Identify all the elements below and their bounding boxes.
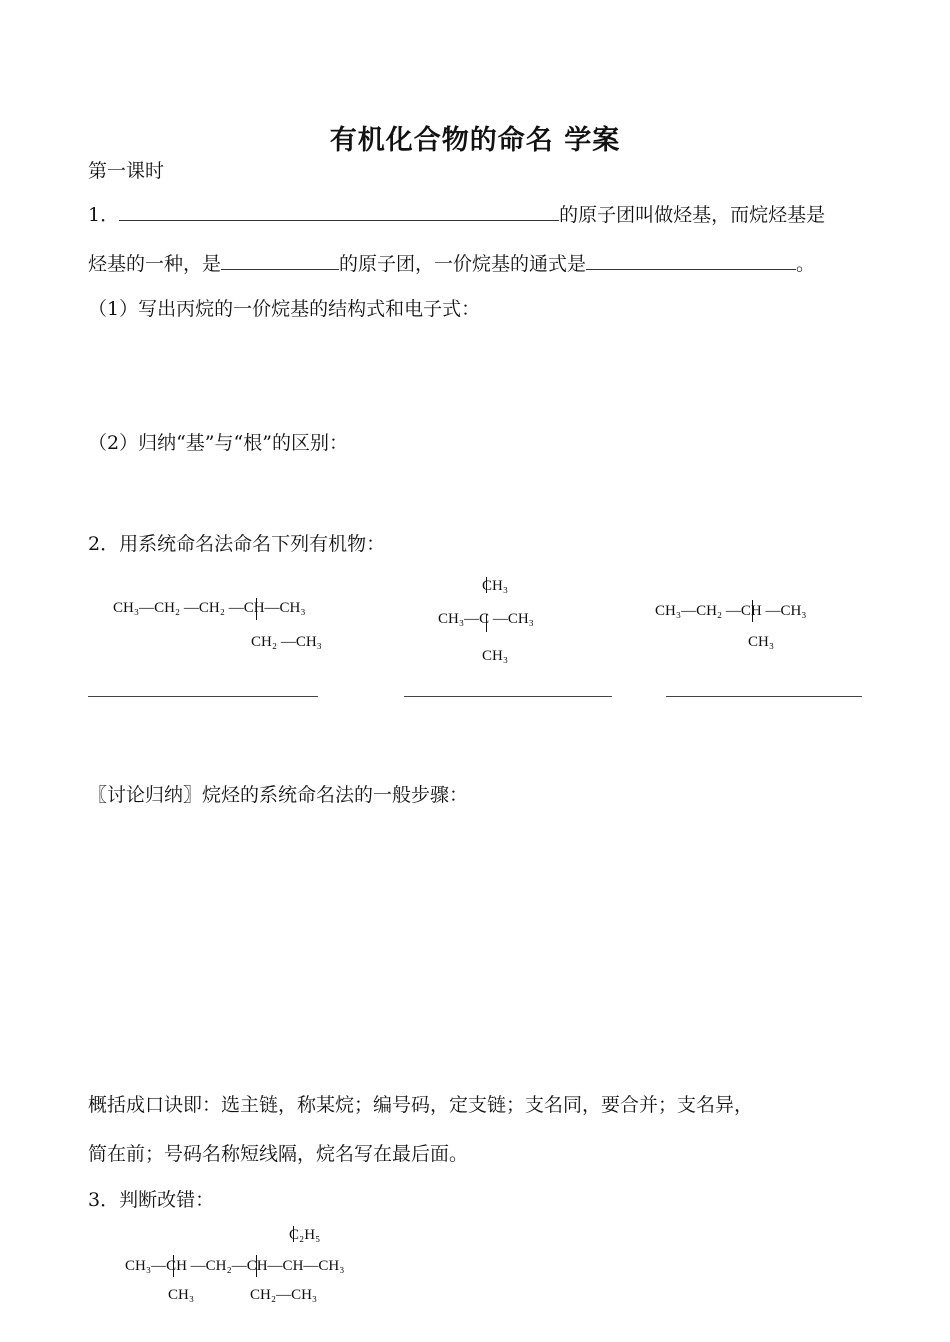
q1-blank-3[interactable] <box>586 253 796 270</box>
molecule-1-branch: CH₂ —CH₃ <box>251 634 322 650</box>
discussion-heading: 〖讨论归纳〗烷烃的系统命名法的一般步骤： <box>88 784 469 806</box>
lesson-label: 第一课时 <box>88 160 165 182</box>
summary-line-2: 简在前；号码名称短线隔，烷名写在最后面。 <box>88 1143 469 1165</box>
molecule-4-left-branch: CH₃ <box>168 1287 195 1303</box>
molecule-2-bottom: CH₃ <box>482 648 509 664</box>
molecule-2-bond-bottom <box>486 614 487 632</box>
molecule-3-bond <box>752 600 753 622</box>
answer-line-2[interactable] <box>404 696 612 697</box>
molecule-4-bond-top <box>293 1226 294 1242</box>
q2-heading: 2．用系统命名法命名下列有机物： <box>88 533 386 555</box>
q1-number: 1． <box>88 204 120 226</box>
q1-blank-2[interactable] <box>221 253 339 270</box>
q1-line2-end: 。 <box>796 253 816 275</box>
answer-line-3[interactable] <box>666 696 862 697</box>
summary-line-1: 概括成口诀即：选主链，称某烷；编号码，定支链；支名同，要合并；支名异， <box>88 1094 754 1116</box>
q1-sub2: （2）归纳“基”与“根”的区别： <box>88 432 348 454</box>
molecule-1-bond <box>256 598 257 620</box>
q1-line2 <box>88 249 815 276</box>
molecule-4-bond-left <box>173 1255 174 1277</box>
q1-line1-text: 的原子团叫做烃基，而烷烃基是 <box>559 204 826 226</box>
page-title: 有机化合物的命名 学案 <box>329 125 621 156</box>
molecule-2-top: CH₃ <box>482 578 509 594</box>
molecule-4-main-chain: CH₃—CH —CH₂—CH—CH—CH₃ <box>125 1258 345 1274</box>
molecule-4-top: C₂H₅ <box>289 1227 321 1243</box>
molecule-2-main-chain: CH₃—C —CH₃ <box>438 611 534 627</box>
q1-blank-1[interactable] <box>119 204 559 221</box>
molecule-3-branch: CH₃ <box>748 634 775 650</box>
q1-sub1: （1）写出丙烷的一价烷基的结构式和电子式： <box>88 298 481 320</box>
q1-line2-text-b: 的原子团，一价烷基的通式是 <box>339 253 587 275</box>
molecule-3-main-chain: CH₃—CH₂ —CH —CH₃ <box>655 603 807 619</box>
q3-heading: 3．判断改错： <box>88 1189 215 1211</box>
q1-line2-text-a: 烃基的一种，是 <box>88 253 222 275</box>
molecule-4-right-branch: CH₂—CH₃ <box>250 1287 318 1303</box>
molecule-4-bond-right <box>256 1255 257 1277</box>
q1-line1 <box>88 200 825 227</box>
answer-line-1[interactable] <box>88 696 318 697</box>
molecule-2-bond-top <box>486 577 487 593</box>
molecule-1-main-chain: CH₃—CH₂ —CH₂ —CH—CH₃ <box>113 600 306 616</box>
